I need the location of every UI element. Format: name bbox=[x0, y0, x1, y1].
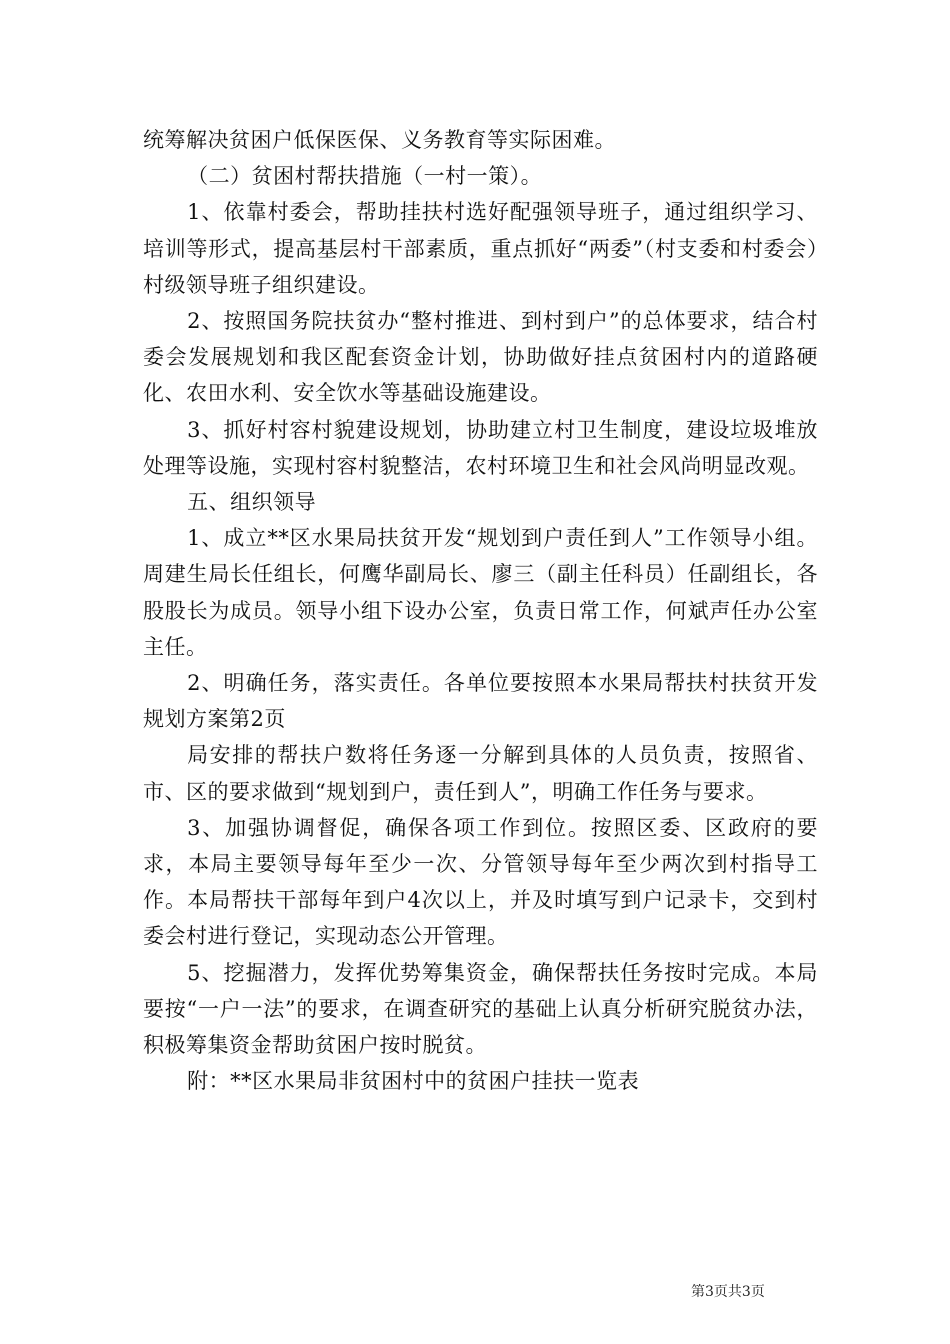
paragraph: （二）贫困村帮扶措施（一村一策）。 bbox=[187, 164, 543, 189]
paragraph: 2、按照国务院扶贫办“整村推进、到村到户”的总体要求，结合村委会发展规划和我区配套资金计划，协助做好挂点贫困村内的道路硬化、农田水利、安全饮水等基础设施建设。 bbox=[143, 309, 818, 406]
paragraph: 3、加强协调督促，确保各项工作到位。按照区委、区政府的要求，本局主要领导每年至少一次、分管领导每年至少两次到村指导工作。本局帮扶干部每年到户4次以上，并及时填写到户记录卡，交到村委会村进行登记，实现动态公开管理。 bbox=[143, 815, 818, 949]
paragraph: 局安排的帮扶户数将任务逐一分解到具体的人员负责，按照省、市、区的要求做到“规划到户，责任到人”，明确工作任务与要求。 bbox=[143, 743, 818, 804]
paragraph: 2、明确任务，落实责任。各单位要按照本水果局帮扶村扶贫开发规划方案第2页 bbox=[143, 671, 818, 732]
paragraph: 5、挖掘潜力，发挥优势筹集资金，确保帮扶任务按时完成。本局要按“一户一法”的要求，在调查研究的基础上认真分析研究脱贫办法，积极筹集资金帮助贫困户按时脱贫。 bbox=[143, 960, 818, 1058]
document-body bbox=[143, 122, 818, 1099]
paragraph: 统筹解决贫困户低保医保、义务教育等实际困难。 bbox=[143, 128, 616, 152]
paragraph: 1、依靠村委会，帮助挂扶村选好配强领导班子，通过组织学习、培训等形式，提高基层村干部素质，重点抓好“两委”（村支委和村委会）村级领导班子组织建设。 bbox=[143, 200, 818, 297]
page-number: 第3页共3页 bbox=[691, 1284, 765, 1300]
paragraph: 3、抓好村容村貌建设规划，协助建立村卫生制度，建设垃圾堆放处理等设施，实现村容村貌整洁，农村环境卫生和社会风尚明显改观。 bbox=[143, 417, 818, 478]
section-heading: 五、组织领导 bbox=[187, 490, 317, 515]
attachment-note: 附：**区水果局非贫困村中的贫困户挂扶一览表 bbox=[187, 1069, 640, 1094]
paragraph: 1、成立**区水果局扶贫开发“规划到户责任到人”工作领导小组。周建生局长任组长，何鹰华副局长、廖三（副主任科员）任副组长，各股股长为成员。领导小组下设办公室，负责日常工作，何斌声任办公室主任。 bbox=[143, 526, 818, 659]
